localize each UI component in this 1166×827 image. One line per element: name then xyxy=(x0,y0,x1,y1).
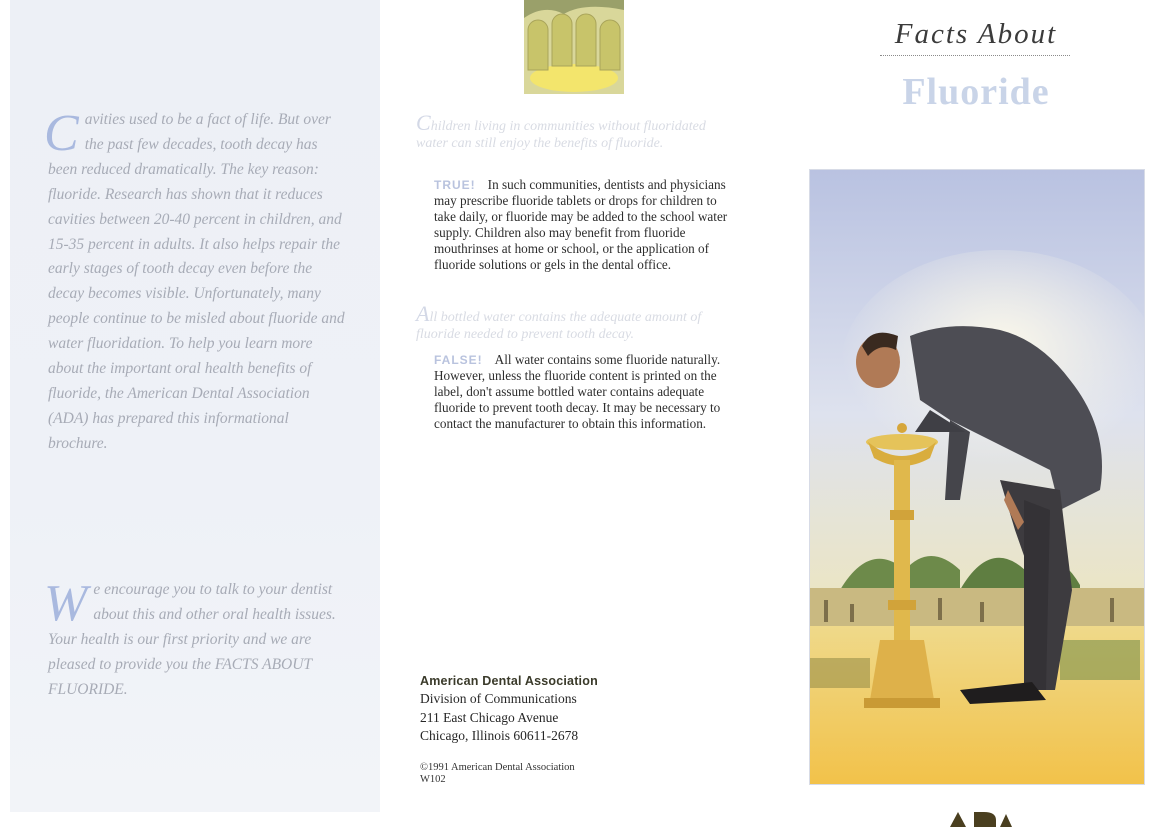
question-2 xyxy=(416,301,736,343)
true-tag: TRUE! xyxy=(434,178,476,192)
org-street: 211 East Chicago Avenue xyxy=(420,709,559,725)
intro-dropcap: C xyxy=(44,105,79,162)
title-facts-about: Facts About xyxy=(894,18,1058,50)
title-fluoride: Fluoride xyxy=(902,71,1050,113)
ada-logo-partial xyxy=(944,808,1014,827)
garden-arches-icon xyxy=(524,0,624,94)
closing-dropcap: W xyxy=(44,575,88,632)
question-2-cap: A xyxy=(416,301,430,326)
title-divider xyxy=(880,55,1070,56)
org-division: Division of Communications xyxy=(420,691,577,707)
organization-address xyxy=(420,672,680,746)
answer-2 xyxy=(434,352,738,432)
cover-illustration xyxy=(809,169,1145,785)
question-2-text: ll bottled water contains the adequate amount of fluoride needed to prevent tooth decay. xyxy=(416,310,702,342)
answer-1-text: In such communities, dentists and physicians may prescribe fluoride tablets or drops for children to take daily, or fluoride may be added to the school water supply. Children also may benefit from fluoride mouthrinses at home or school, or the application of fluoride solutions or gels in the dental office. xyxy=(434,177,728,272)
intro-paragraph xyxy=(44,105,348,457)
false-tag: FALSE! xyxy=(434,353,483,367)
answer-2-text: All water contains some fluoride naturally. However, unless the fluoride content is printed on the label, don't assume bottled water contains adequate fluoride to prevent tooth decay. It may be necessary to contact the manufacturer to obtain this information. xyxy=(434,352,721,431)
ada-logo-icon xyxy=(944,808,1014,827)
closing-paragraph xyxy=(44,575,348,703)
closing-text: e encourage you to talk to your dentist about this and other oral health issues. Your health is our first priority and we are pleased to provide you the FACTS ABOUT FLUORIDE. xyxy=(48,581,336,698)
question-1 xyxy=(416,110,736,152)
copyright-text: ©1991 American Dental Association xyxy=(420,762,575,773)
question-1-cap: C xyxy=(416,110,431,135)
man-drinking-fountain-icon xyxy=(810,170,1144,784)
publication-code: W102 xyxy=(420,774,446,785)
copyright-block xyxy=(420,762,575,786)
intro-text: avities used to be a fact of life. But over the past few decades, tooth decay has been reduced dramatically. The key reason: fluoride. Research has shown that it reduces cavities between 20-40 percent in children, and 15-35 percent in adults. It also helps repair the early stages of tooth decay even before the decay becomes visible. Unfortunately, many people continue to be misled about fluoride and water fluoridation. To help you learn more about the important oral health benefits of fluoride, the American Dental Association (ADA) has prepared this informational brochure. xyxy=(48,111,345,452)
org-city: Chicago, Illinois 60611-2678 xyxy=(420,728,579,744)
answer-1 xyxy=(434,177,738,273)
left-panel xyxy=(10,0,380,812)
org-name: American Dental Association xyxy=(420,674,598,688)
garden-illustration xyxy=(524,0,624,94)
question-1-text: hildren living in communities without fluoridated water can still enjoy the benefits of fluoride. xyxy=(416,119,706,151)
